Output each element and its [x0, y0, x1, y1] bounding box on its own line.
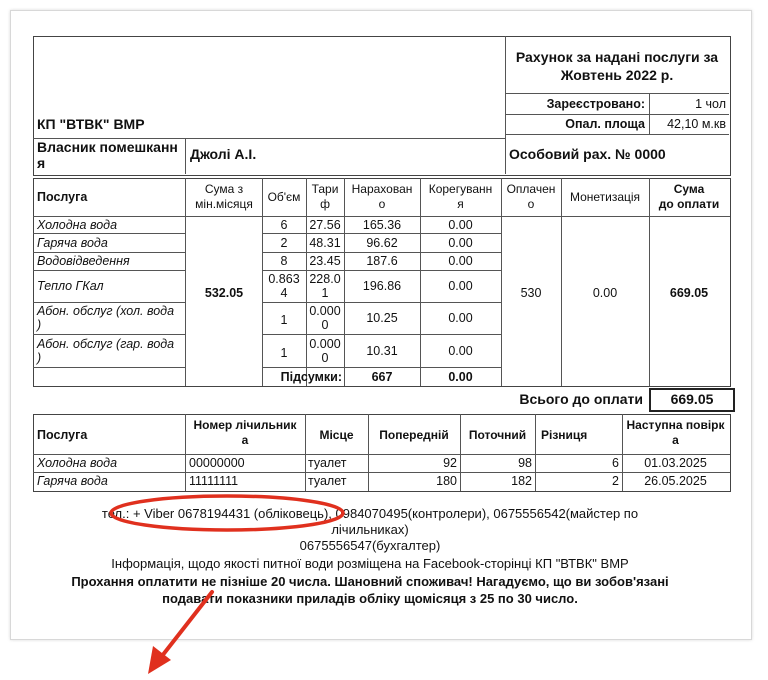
meters-col-service: Послуга [37, 428, 88, 442]
service-name: Водовідведення [37, 254, 130, 268]
monetization-value: 0.00 [592, 286, 618, 300]
organization-name: КП "ВТВК" ВМР [37, 116, 145, 132]
accrued-cell: 165.36 [362, 218, 402, 232]
volume-cell: 0.863 [268, 272, 300, 286]
totals-label: Підсумки: [280, 370, 342, 384]
service-name: Гаряча вода [37, 236, 108, 250]
col-min-sum-header-2: мін.місяця [195, 197, 253, 211]
contacts-line-3: 0675556547(бухгалтер) [299, 538, 441, 553]
accrued-cell: 196.86 [362, 279, 402, 293]
area-label: Опал. площа [565, 117, 645, 131]
accrued-cell: 10.31 [366, 344, 398, 358]
col-due-header: Сума [673, 182, 705, 196]
meter-difference: 6 [612, 456, 619, 470]
col-min-sum-header: Сума з [204, 182, 244, 196]
meter-current: 182 [511, 474, 532, 488]
accrued-cell: 96.62 [366, 236, 398, 250]
payment-request-2: подавати показники приладів обліку щомісяця з 25 по 30 число. [162, 591, 578, 606]
col-volume-header: Об'єм [267, 190, 301, 204]
corrected-cell: 0.00 [448, 218, 473, 232]
meter-service: Гаряча вода [37, 474, 108, 488]
contacts-line-2: лічильниках) [331, 522, 409, 537]
service-name-wrap: ) [37, 351, 42, 365]
contacts-line-1: тел.: + Viber 0678194431 (обліковець), 0984070495(контролери), 0675556542(майстер по [101, 506, 639, 521]
meter-previous: 180 [436, 474, 457, 488]
area-value: 42,10 м.кв [667, 117, 726, 131]
totals-accrued: 667 [371, 370, 393, 384]
meter-place: туалет [308, 474, 347, 488]
meter-number: 00000000 [189, 456, 245, 470]
owner-label-wrap: я [37, 155, 46, 171]
col-tariff-header: Тари [311, 182, 339, 196]
tariff-cell-wrap: 1 [321, 286, 329, 300]
meters-col-next-check-wrap: а [672, 433, 679, 447]
meters-col-next-check: Наступна повірк [626, 418, 725, 432]
col-accrued-header-2: о [378, 197, 386, 211]
accrued-cell: 187.6 [366, 254, 398, 268]
paid-value: 530 [520, 286, 542, 300]
owner-label: Власник помешканн [37, 139, 178, 155]
highlight-arrow-shaft [162, 592, 212, 656]
meters-col-difference: Різниця [541, 428, 588, 442]
volume-cell: 1 [280, 346, 288, 360]
volume-cell: 8 [280, 254, 288, 268]
registered-value: 1 чол [695, 97, 726, 111]
col-due-header-2: до оплати [658, 197, 720, 211]
tariff-cell: 27.56 [309, 218, 341, 232]
corrected-cell: 0.00 [448, 311, 473, 325]
col-paid-header-2: о [527, 197, 535, 211]
payment-request-1: Прохання оплатити не пізніше 20 числа. Шановний споживач! Нагадуємо, що ви зобов'язані [71, 574, 669, 589]
meters-col-meter-wrap: а [241, 433, 249, 447]
meters-col-meter: Номер лічильник [193, 418, 297, 432]
volume-cell-wrap: 4 [280, 286, 288, 300]
service-name: Тепло ГКал [37, 279, 104, 293]
tariff-cell: 0.000 [309, 304, 341, 318]
meter-next-check: 26.05.2025 [644, 474, 707, 488]
invoice-period: Жовтень 2022 р. [560, 67, 674, 83]
meters-col-place: Місце [319, 428, 354, 442]
meter-difference: 2 [612, 474, 619, 488]
tariff-cell: 23.45 [309, 254, 341, 268]
totals-corrected: 0.00 [448, 370, 473, 384]
volume-cell: 2 [280, 236, 288, 250]
tariff-cell: 48.31 [309, 236, 341, 250]
tariff-cell: 228.0 [309, 272, 341, 286]
meter-next-check: 01.03.2025 [644, 456, 707, 470]
corrected-cell: 0.00 [448, 344, 473, 358]
accrued-cell: 10.25 [366, 311, 398, 325]
col-service-header: Послуга [37, 190, 88, 204]
col-tariff-header-2: ф [320, 197, 330, 211]
service-name-wrap: ) [37, 318, 42, 332]
corrected-cell: 0.00 [448, 254, 473, 268]
meters-col-previous: Попередній [379, 428, 449, 442]
tariff-cell-wrap: 0 [321, 318, 329, 332]
grand-total-value: 669.05 [670, 391, 714, 407]
account-number: Особовий рах. № 0000 [509, 146, 666, 162]
meters-col-current: Поточний [468, 428, 527, 442]
owner-name: Джолі А.І. [190, 146, 257, 162]
water-quality-info: Інформація, щодо якості питної води розміщена на Facebook-сторінці КП "ВТВК" ВМР [111, 556, 629, 571]
volume-cell: 6 [280, 218, 288, 232]
service-name: Абон. обслуг (гар. вода [37, 337, 175, 351]
meter-previous: 92 [443, 456, 457, 470]
grand-total-label: Всього до оплати [519, 391, 643, 407]
corrected-cell: 0.00 [448, 279, 473, 293]
col-corrected-header: Корегуванн [428, 182, 493, 196]
col-paid-header: Оплачен [506, 182, 556, 196]
service-name: Абон. обслуг (хол. вода [37, 304, 175, 318]
invoice-title: Рахунок за надані послуги за [515, 49, 719, 65]
col-accrued-header: Нарахован [351, 182, 413, 196]
due-value: 669.05 [669, 286, 709, 300]
min-sum-value: 532.05 [204, 286, 244, 300]
service-name: Холодна вода [37, 218, 118, 232]
col-monetization-header: Монетизація [569, 190, 641, 204]
registered-label: Зареєстровано: [546, 97, 645, 111]
meter-place: туалет [308, 456, 347, 470]
highlight-ellipse [111, 496, 343, 530]
tariff-cell: 0.000 [309, 337, 341, 351]
meter-number: 11111111 [189, 474, 239, 488]
col-corrected-header-2: я [457, 197, 464, 211]
meter-service: Холодна вода [37, 456, 118, 470]
tariff-cell-wrap: 0 [321, 351, 329, 365]
meter-current: 98 [518, 456, 532, 470]
corrected-cell: 0.00 [448, 236, 473, 250]
volume-cell: 1 [280, 313, 288, 327]
